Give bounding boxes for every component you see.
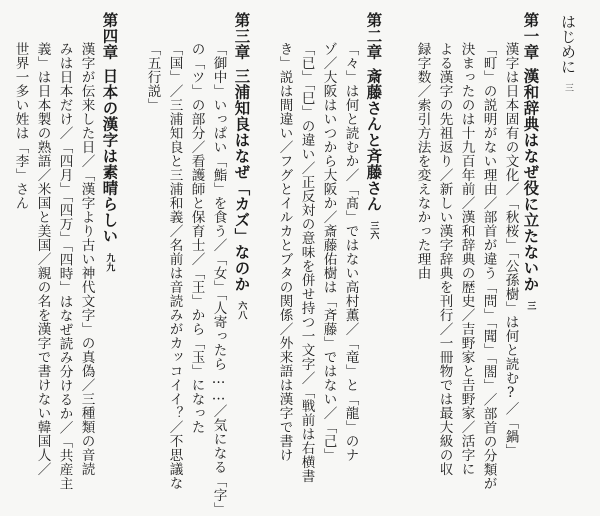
chapter-4-line: みは日本だけ／「四月」「四万」「四時」はなぜ読み分けるか／「共産主: [56, 42, 73, 491]
chapter-4-line: 義」は日本製の熟語／米国と美国／親の名を漢字で書けない韓国人／: [34, 42, 51, 476]
chapter-3-title: 三浦知良はなぜ「カズ」なのか: [232, 68, 251, 292]
preface-label: はじめに: [559, 14, 577, 74]
chapter-1-line: 「町」の説明がない理由／部首が違う「問」「聞」「閤」／部首の分類が: [480, 42, 497, 491]
chapter-3-line: 「国」／三浦知良と三浦和義／名前は音読みがカッコイイ？／不思議な: [166, 42, 183, 490]
chapter-3-label: 第三章: [232, 12, 251, 60]
chapter-1-line: よる漢字の先祖返り／新しい漢字辞典を刊行／一冊物では最大級の収: [436, 42, 453, 476]
preface-entry: [560, 14, 575, 92]
chapter-1-heading: [521, 12, 540, 311]
chapter-1-line: 漢字は日本固有の文化／「秋桜」「公孫樹」は何と読む?／「鍋」: [502, 42, 519, 458]
chapter-2-label: 第二章: [364, 12, 383, 60]
chapter-3-line: の「ツ」の部分／看護師と保育士／「王」から「玉」になった: [188, 42, 205, 434]
chapter-4-page-number: 九九: [104, 253, 115, 273]
chapter-4-label: 第四章: [100, 12, 119, 60]
chapter-3-heading: [232, 12, 251, 321]
chapter-4-title: 日本の漢字は素晴らしい: [100, 68, 119, 244]
chapter-1-line: 決まったのは十九百年前／漢和辞典の歴史／吉野家と𠮷野家／活字に: [458, 42, 475, 476]
chapter-2-heading: [364, 12, 383, 241]
preface-page-number: 三: [563, 83, 573, 92]
chapter-2-line: き」説は間違い／フグとイルカとブタの関係／外来語は漢字で書け: [276, 42, 293, 462]
chapter-1-title: 漢和辞典はなぜ役に立たないか: [521, 68, 540, 292]
chapter-4-line: 漢字が伝来した日／「漢字より古い神代文字」の真偽／三種類の音読: [78, 42, 95, 476]
chapter-1-label: 第一章: [521, 12, 540, 60]
chapter-4-line: 世界一多い姓は「李」さん: [12, 42, 29, 210]
chapter-2-line: 「已」「巳」の違い／正反対の意味を併せ持つ一文字／「戦前は右横書: [298, 42, 315, 484]
chapter-2-page-number: 三六: [368, 221, 379, 241]
chapter-1-page-number: 三: [525, 301, 536, 311]
chapter-2-title: 斎藤さんと斉藤さん: [364, 68, 383, 212]
chapter-2-line: 「々」は何と読むか／「髙」ではない高村薫／「竜」と「龍」のナ: [342, 42, 359, 462]
chapter-3-line: 「御中」いっぱい「鮨」を食う／「女」「人寄ったら……／気になる「字」: [210, 42, 227, 516]
chapter-4-heading: [100, 12, 119, 273]
chapter-3-page-number: 六八: [236, 301, 247, 321]
chapter-1-line: 録字数／索引方法を変えなかった理由: [414, 42, 431, 280]
chapter-3-line: 「五行説」: [144, 42, 161, 112]
chapter-2-line: ゾ／大阪はいつから大阪か／斎藤佑樹は「斉藤」ではない／「己」: [320, 42, 337, 462]
